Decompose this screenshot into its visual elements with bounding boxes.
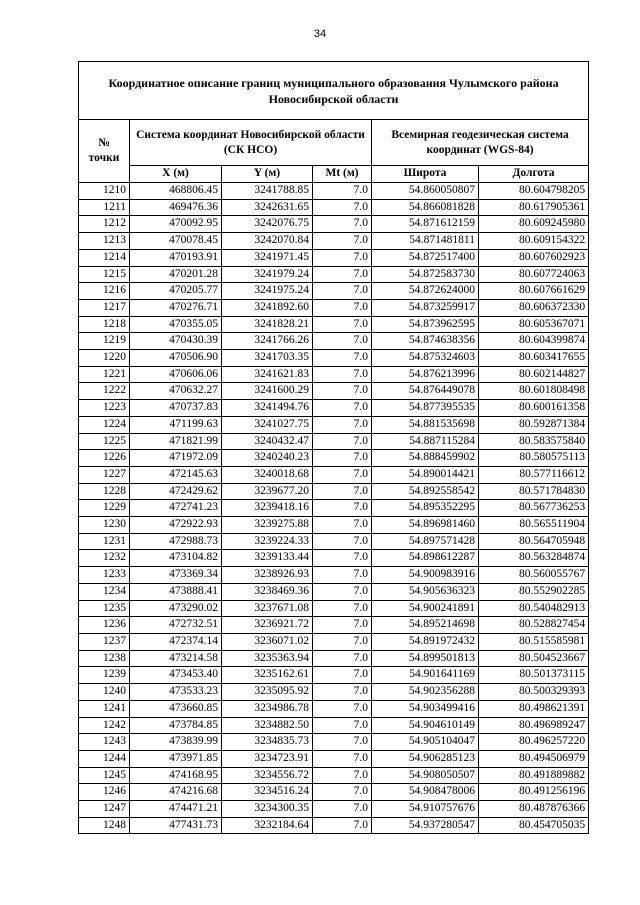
y-cell: 3239418.16: [222, 500, 313, 517]
longitude-cell: 80.601808498: [479, 383, 589, 400]
mt-cell: 7.0: [313, 684, 372, 701]
table-row: [79, 633, 589, 650]
x-cell: 470276.71: [130, 299, 222, 316]
y-cell: 3240240.23: [222, 450, 313, 467]
latitude-cell: 54.892558542: [372, 483, 479, 500]
point-number-cell: 1247: [79, 801, 130, 818]
longitude-cell: 80.540482913: [479, 600, 589, 617]
mt-cell: 7.0: [313, 483, 372, 500]
longitude-cell: 80.605367071: [479, 316, 589, 333]
header-mt: Mt (м): [313, 166, 372, 183]
table-row: [79, 333, 589, 350]
y-cell: 3239677.20: [222, 483, 313, 500]
mt-cell: 7.0: [313, 500, 372, 517]
table-row: [79, 216, 589, 233]
x-cell: 470632.27: [130, 383, 222, 400]
latitude-cell: 54.873259917: [372, 299, 479, 316]
point-number-cell: 1231: [79, 533, 130, 550]
x-cell: 474471.21: [130, 801, 222, 818]
table-title: Координатное описание границ муниципального образования Чулымского района Новосибирской области: [79, 62, 589, 120]
point-number-cell: 1220: [79, 350, 130, 367]
longitude-cell: 80.454705035: [479, 817, 589, 834]
mt-cell: 7.0: [313, 567, 372, 584]
table-row: [79, 283, 589, 300]
x-cell: 471821.99: [130, 433, 222, 450]
y-cell: 3242070.84: [222, 233, 313, 250]
table-row: [79, 667, 589, 684]
longitude-cell: 80.501373115: [479, 667, 589, 684]
point-number-cell: 1219: [79, 333, 130, 350]
header-x: X (м): [130, 166, 222, 183]
table-row: [79, 600, 589, 617]
y-cell: 3234556.72: [222, 767, 313, 784]
x-cell: 470737.83: [130, 400, 222, 417]
y-cell: 3240432.47: [222, 433, 313, 450]
x-cell: 473660.85: [130, 700, 222, 717]
table-row: [79, 533, 589, 550]
latitude-cell: 54.906285123: [372, 750, 479, 767]
latitude-cell: 54.904610149: [372, 717, 479, 734]
point-number-cell: 1239: [79, 667, 130, 684]
latitude-cell: 54.908478006: [372, 784, 479, 801]
mt-cell: 7.0: [313, 466, 372, 483]
point-number-cell: 1216: [79, 283, 130, 300]
y-cell: 3241600.29: [222, 383, 313, 400]
mt-cell: 7.0: [313, 316, 372, 333]
mt-cell: 7.0: [313, 450, 372, 467]
longitude-cell: 80.496257220: [479, 734, 589, 751]
x-cell: 473104.82: [130, 550, 222, 567]
latitude-cell: 54.905104047: [372, 734, 479, 751]
latitude-cell: 54.898612287: [372, 550, 479, 567]
y-cell: 3241971.45: [222, 249, 313, 266]
longitude-cell: 80.617905361: [479, 199, 589, 216]
longitude-cell: 80.515585981: [479, 633, 589, 650]
x-cell: 473971.85: [130, 750, 222, 767]
x-cell: 470355.05: [130, 316, 222, 333]
x-cell: 472145.63: [130, 466, 222, 483]
x-cell: 472732.51: [130, 617, 222, 634]
mt-cell: 7.0: [313, 199, 372, 216]
x-cell: 473533.23: [130, 684, 222, 701]
latitude-cell: 54.871612159: [372, 216, 479, 233]
mt-cell: 7.0: [313, 299, 372, 316]
mt-cell: 7.0: [313, 383, 372, 400]
mt-cell: 7.0: [313, 767, 372, 784]
x-cell: 472429.62: [130, 483, 222, 500]
table-row: [79, 750, 589, 767]
latitude-cell: 54.873962595: [372, 316, 479, 333]
latitude-cell: 54.860050807: [372, 183, 479, 200]
latitude-cell: 54.896981460: [372, 517, 479, 534]
x-cell: 474216.68: [130, 784, 222, 801]
table-row: [79, 500, 589, 517]
x-cell: 470606.06: [130, 366, 222, 383]
mt-cell: 7.0: [313, 550, 372, 567]
mt-cell: 7.0: [313, 216, 372, 233]
table-row: [79, 383, 589, 400]
y-cell: 3236071.02: [222, 633, 313, 650]
mt-cell: 7.0: [313, 183, 372, 200]
table-row: [79, 266, 589, 283]
latitude-cell: 54.937280547: [372, 817, 479, 834]
table-row: [79, 583, 589, 600]
table-row: [79, 717, 589, 734]
mt-cell: 7.0: [313, 750, 372, 767]
point-number-cell: 1233: [79, 567, 130, 584]
header-longitude: Долгота: [479, 166, 589, 183]
longitude-cell: 80.563284874: [479, 550, 589, 567]
header-y: Y (м): [222, 166, 313, 183]
point-number-cell: 1246: [79, 784, 130, 801]
point-number-cell: 1243: [79, 734, 130, 751]
x-cell: 470201.28: [130, 266, 222, 283]
point-number-cell: 1228: [79, 483, 130, 500]
x-cell: 473453.40: [130, 667, 222, 684]
mt-cell: 7.0: [313, 717, 372, 734]
mt-cell: 7.0: [313, 734, 372, 751]
y-cell: 3241027.75: [222, 416, 313, 433]
x-cell: 473839.99: [130, 734, 222, 751]
mt-cell: 7.0: [313, 784, 372, 801]
mt-cell: 7.0: [313, 600, 372, 617]
table-row: [79, 567, 589, 584]
latitude-cell: 54.905636323: [372, 583, 479, 600]
table-row: [79, 466, 589, 483]
y-cell: 3234882.50: [222, 717, 313, 734]
table-row: [79, 767, 589, 784]
y-cell: 3236921.72: [222, 617, 313, 634]
point-number-cell: 1237: [79, 633, 130, 650]
mt-cell: 7.0: [313, 249, 372, 266]
mt-cell: 7.0: [313, 533, 372, 550]
x-cell: 477431.73: [130, 817, 222, 834]
y-cell: 3238469.36: [222, 583, 313, 600]
point-number-cell: 1235: [79, 600, 130, 617]
longitude-cell: 80.552902285: [479, 583, 589, 600]
point-number-cell: 1215: [79, 266, 130, 283]
table-row: [79, 617, 589, 634]
table-row: [79, 183, 589, 200]
point-number-cell: 1213: [79, 233, 130, 250]
longitude-cell: 80.592871384: [479, 416, 589, 433]
latitude-cell: 54.888459902: [372, 450, 479, 467]
x-cell: 470205.77: [130, 283, 222, 300]
point-number-cell: 1229: [79, 500, 130, 517]
longitude-cell: 80.504523667: [479, 650, 589, 667]
longitude-cell: 80.607602923: [479, 249, 589, 266]
y-cell: 3234723.91: [222, 750, 313, 767]
point-number-cell: 1221: [79, 366, 130, 383]
coordinates-table: [78, 61, 589, 834]
point-number-cell: 1211: [79, 199, 130, 216]
point-number-cell: 1224: [79, 416, 130, 433]
longitude-cell: 80.565511904: [479, 517, 589, 534]
point-number-cell: 1226: [79, 450, 130, 467]
x-cell: 470430.39: [130, 333, 222, 350]
longitude-cell: 80.500329393: [479, 684, 589, 701]
table-row: [79, 233, 589, 250]
longitude-cell: 80.606372330: [479, 299, 589, 316]
x-cell: 470193.91: [130, 249, 222, 266]
longitude-cell: 80.603417655: [479, 350, 589, 367]
longitude-cell: 80.600161358: [479, 400, 589, 417]
table-row: [79, 817, 589, 834]
table-row: [79, 784, 589, 801]
latitude-cell: 54.900983916: [372, 567, 479, 584]
latitude-cell: 54.903499416: [372, 700, 479, 717]
latitude-cell: 54.890014421: [372, 466, 479, 483]
table-row: [79, 483, 589, 500]
longitude-cell: 80.604798205: [479, 183, 589, 200]
longitude-cell: 80.607724063: [479, 266, 589, 283]
longitude-cell: 80.583575840: [479, 433, 589, 450]
point-number-cell: 1242: [79, 717, 130, 734]
latitude-cell: 54.875324603: [372, 350, 479, 367]
table-row: [79, 700, 589, 717]
table-row: [79, 517, 589, 534]
header-point-no: № точки: [79, 120, 130, 183]
y-cell: 3234835.73: [222, 734, 313, 751]
longitude-cell: 80.560055767: [479, 567, 589, 584]
latitude-cell: 54.877395535: [372, 400, 479, 417]
y-cell: 3242076.75: [222, 216, 313, 233]
mt-cell: 7.0: [313, 350, 372, 367]
mt-cell: 7.0: [313, 233, 372, 250]
longitude-cell: 80.607661629: [479, 283, 589, 300]
longitude-cell: 80.609245980: [479, 216, 589, 233]
y-cell: 3235162.61: [222, 667, 313, 684]
point-number-cell: 1230: [79, 517, 130, 534]
y-cell: 3239224.33: [222, 533, 313, 550]
longitude-cell: 80.498621391: [479, 700, 589, 717]
latitude-cell: 54.899501813: [372, 650, 479, 667]
x-cell: 473214.58: [130, 650, 222, 667]
table-row: [79, 350, 589, 367]
latitude-cell: 54.881535698: [372, 416, 479, 433]
point-number-cell: 1214: [79, 249, 130, 266]
table-row: [79, 400, 589, 417]
latitude-cell: 54.874638356: [372, 333, 479, 350]
point-number-cell: 1222: [79, 383, 130, 400]
x-cell: 470092.95: [130, 216, 222, 233]
x-cell: 472374.14: [130, 633, 222, 650]
longitude-cell: 80.567736253: [479, 500, 589, 517]
longitude-cell: 80.580575113: [479, 450, 589, 467]
table-row: [79, 801, 589, 818]
header-nso-system: Система координат Новосибирской области (СК НСО): [130, 120, 372, 166]
point-number-cell: 1240: [79, 684, 130, 701]
latitude-cell: 54.876449078: [372, 383, 479, 400]
latitude-cell: 54.908050507: [372, 767, 479, 784]
latitude-cell: 54.876213996: [372, 366, 479, 383]
point-number-cell: 1217: [79, 299, 130, 316]
longitude-cell: 80.487876366: [479, 801, 589, 818]
longitude-cell: 80.571784830: [479, 483, 589, 500]
mt-cell: 7.0: [313, 700, 372, 717]
table-body: [79, 183, 589, 834]
table-row: [79, 299, 589, 316]
latitude-cell: 54.902356288: [372, 684, 479, 701]
point-number-cell: 1244: [79, 750, 130, 767]
latitude-cell: 54.872624000: [372, 283, 479, 300]
y-cell: 3235363.94: [222, 650, 313, 667]
point-number-cell: 1241: [79, 700, 130, 717]
mt-cell: 7.0: [313, 667, 372, 684]
latitude-cell: 54.897571428: [372, 533, 479, 550]
longitude-cell: 80.564705948: [479, 533, 589, 550]
y-cell: 3234986.78: [222, 700, 313, 717]
x-cell: 472922.93: [130, 517, 222, 534]
longitude-cell: 80.494506979: [479, 750, 589, 767]
table-row: [79, 416, 589, 433]
y-cell: 3241892.60: [222, 299, 313, 316]
longitude-cell: 80.604399874: [479, 333, 589, 350]
point-number-cell: 1210: [79, 183, 130, 200]
mt-cell: 7.0: [313, 650, 372, 667]
y-cell: 3241494.76: [222, 400, 313, 417]
mt-cell: 7.0: [313, 366, 372, 383]
x-cell: 469476.36: [130, 199, 222, 216]
point-number-cell: 1218: [79, 316, 130, 333]
point-number-cell: 1232: [79, 550, 130, 567]
y-cell: 3239275.88: [222, 517, 313, 534]
y-cell: 3234300.35: [222, 801, 313, 818]
x-cell: 472988.73: [130, 533, 222, 550]
y-cell: 3241621.83: [222, 366, 313, 383]
point-number-cell: 1227: [79, 466, 130, 483]
mt-cell: 7.0: [313, 517, 372, 534]
y-cell: 3237671.08: [222, 600, 313, 617]
x-cell: 473888.41: [130, 583, 222, 600]
mt-cell: 7.0: [313, 801, 372, 818]
longitude-cell: 80.496989247: [479, 717, 589, 734]
y-cell: 3241979.24: [222, 266, 313, 283]
latitude-cell: 54.900241891: [372, 600, 479, 617]
latitude-cell: 54.887115284: [372, 433, 479, 450]
mt-cell: 7.0: [313, 283, 372, 300]
x-cell: 470506.90: [130, 350, 222, 367]
table-row: [79, 199, 589, 216]
mt-cell: 7.0: [313, 333, 372, 350]
point-number-cell: 1245: [79, 767, 130, 784]
y-cell: 3235095.92: [222, 684, 313, 701]
y-cell: 3242631.65: [222, 199, 313, 216]
mt-cell: 7.0: [313, 583, 372, 600]
header-latitude: Широта: [372, 166, 479, 183]
longitude-cell: 80.577116612: [479, 466, 589, 483]
latitude-cell: 54.891972432: [372, 633, 479, 650]
mt-cell: 7.0: [313, 817, 372, 834]
point-number-cell: 1225: [79, 433, 130, 450]
header-wgs-system: Всемирная геодезическая система координат (WGS-84): [372, 120, 589, 166]
mt-cell: 7.0: [313, 617, 372, 634]
page-number: 34: [313, 28, 327, 40]
y-cell: 3234516.24: [222, 784, 313, 801]
x-cell: 473369.34: [130, 567, 222, 584]
table-row: [79, 366, 589, 383]
x-cell: 472741.23: [130, 500, 222, 517]
table-row: [79, 316, 589, 333]
latitude-cell: 54.895214698: [372, 617, 479, 634]
y-cell: 3238926.93: [222, 567, 313, 584]
x-cell: 471199.63: [130, 416, 222, 433]
point-number-cell: 1223: [79, 400, 130, 417]
x-cell: 474168.95: [130, 767, 222, 784]
mt-cell: 7.0: [313, 433, 372, 450]
latitude-cell: 54.872517400: [372, 249, 479, 266]
y-cell: 3241703.35: [222, 350, 313, 367]
longitude-cell: 80.602144827: [479, 366, 589, 383]
latitude-cell: 54.866081828: [372, 199, 479, 216]
point-number-cell: 1238: [79, 650, 130, 667]
point-number-cell: 1236: [79, 617, 130, 634]
x-cell: 468806.45: [130, 183, 222, 200]
table-row: [79, 734, 589, 751]
table-row: [79, 650, 589, 667]
point-number-cell: 1234: [79, 583, 130, 600]
mt-cell: 7.0: [313, 266, 372, 283]
table-row: [79, 550, 589, 567]
longitude-cell: 80.491889882: [479, 767, 589, 784]
y-cell: 3241975.24: [222, 283, 313, 300]
y-cell: 3239133.44: [222, 550, 313, 567]
table-row: [79, 433, 589, 450]
x-cell: 470078.45: [130, 233, 222, 250]
point-number-cell: 1212: [79, 216, 130, 233]
x-cell: 471972.09: [130, 450, 222, 467]
y-cell: 3241828.21: [222, 316, 313, 333]
latitude-cell: 54.910757676: [372, 801, 479, 818]
point-number-cell: 1248: [79, 817, 130, 834]
y-cell: 3240018.68: [222, 466, 313, 483]
mt-cell: 7.0: [313, 400, 372, 417]
table-row: [79, 450, 589, 467]
mt-cell: 7.0: [313, 633, 372, 650]
table-row: [79, 249, 589, 266]
y-cell: 3232184.64: [222, 817, 313, 834]
longitude-cell: 80.528827454: [479, 617, 589, 634]
x-cell: 473290.02: [130, 600, 222, 617]
latitude-cell: 54.901641169: [372, 667, 479, 684]
mt-cell: 7.0: [313, 416, 372, 433]
x-cell: 473784.85: [130, 717, 222, 734]
y-cell: 3241766.26: [222, 333, 313, 350]
table-row: [79, 684, 589, 701]
longitude-cell: 80.609154322: [479, 233, 589, 250]
latitude-cell: 54.895352295: [372, 500, 479, 517]
longitude-cell: 80.491256196: [479, 784, 589, 801]
latitude-cell: 54.872583730: [372, 266, 479, 283]
y-cell: 3241788.85: [222, 183, 313, 200]
latitude-cell: 54.871481811: [372, 233, 479, 250]
